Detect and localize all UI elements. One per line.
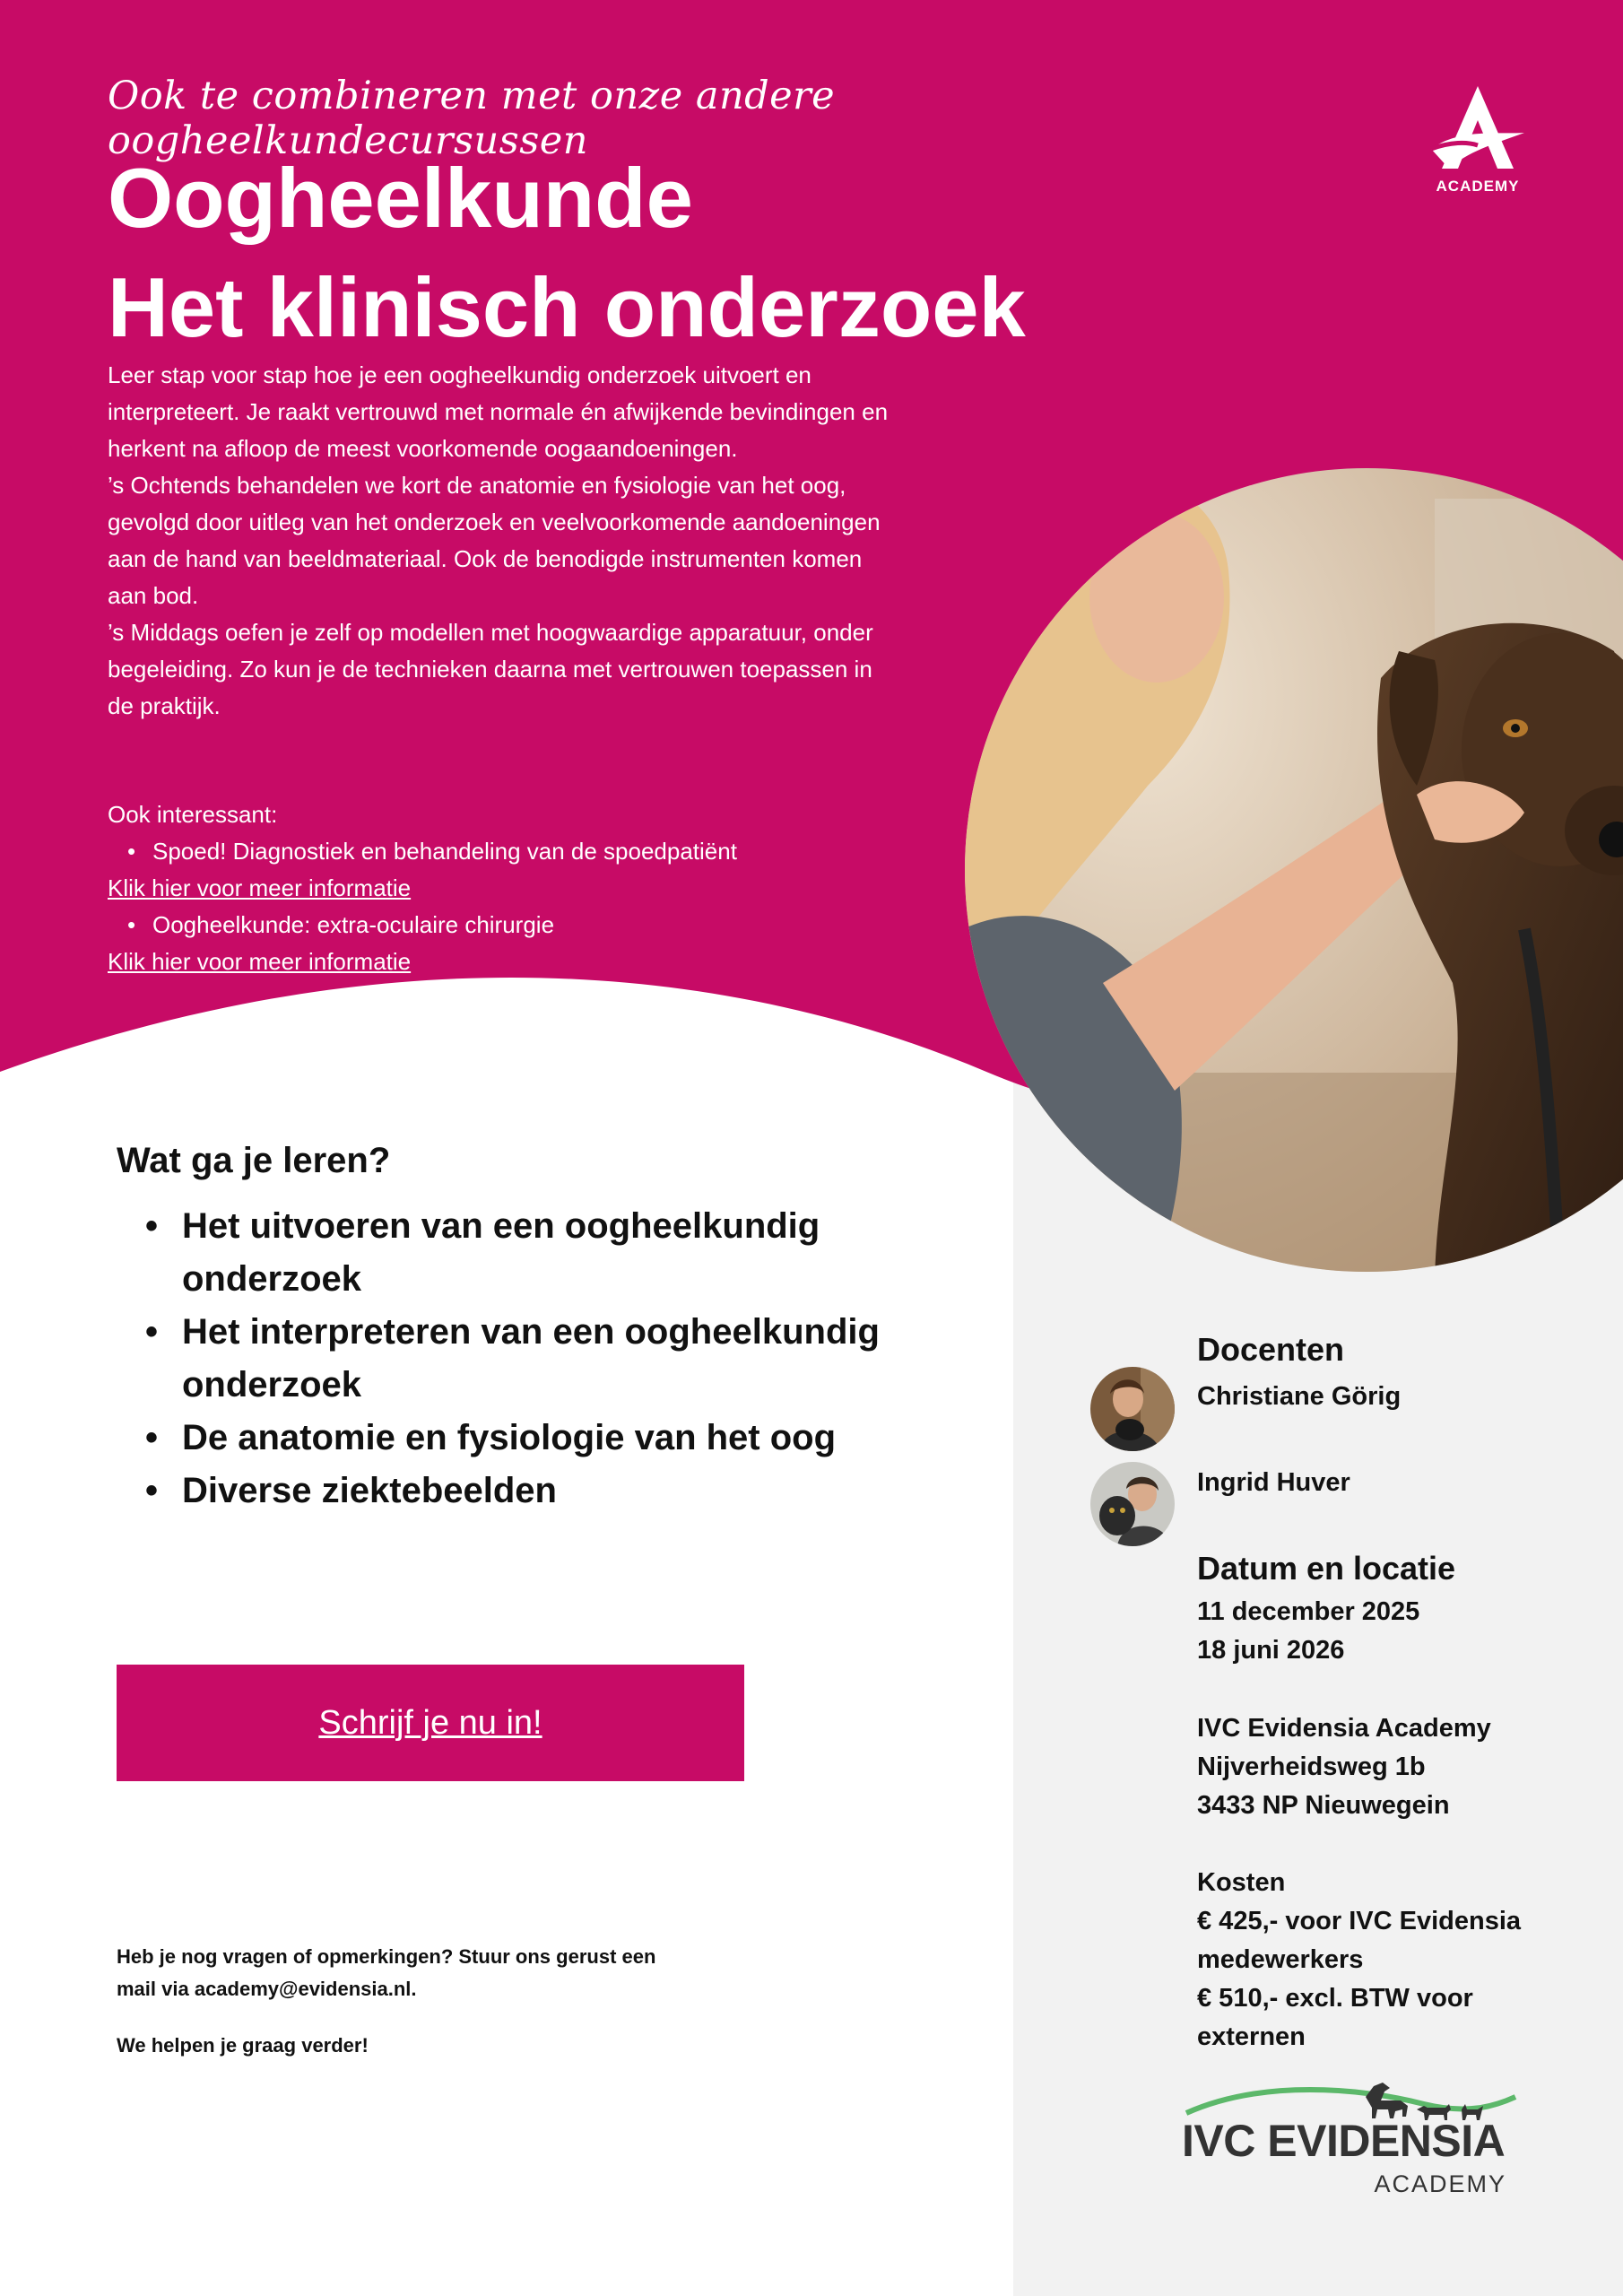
related-course-title: • Oogheelkunde: extra-oculaire chirurgie [108,907,915,944]
tagline: Ook te combineren met onze andere oogheelkundecursussen [108,74,836,163]
learn-item: • Het uitvoeren van een oogheelkundig onderzoek [117,1200,942,1306]
intro-text [108,357,897,725]
date-location-heading: Datum en locatie [1197,1550,1456,1587]
related-courses-label: Ook interessant: [108,801,278,828]
location-address [1197,1709,1491,1825]
learn-item: • Het interpreteren van een oogheelkundig onderzoek [117,1306,942,1412]
teacher-name: Ingrid Huver [1197,1468,1350,1497]
related-course-link[interactable]: Klik hier voor meer informatie [108,874,412,901]
title-line-2: Het klinisch onderzoek [108,260,1026,354]
learn-heading: Wat ga je leren? [117,1141,391,1180]
costs-line: € 425,- voor IVC Evidensia [1197,1907,1522,1935]
course-date: 18 juni 2026 [1197,1636,1345,1665]
costs-heading: Kosten [1197,1868,1286,1897]
location-line: 3433 NP Nieuwegein [1197,1791,1450,1820]
teachers-heading: Docenten [1197,1331,1345,1368]
ivc-academy-label: ACADEMY [1374,2170,1506,2197]
contact-text [117,1941,690,2005]
intro-paragraph: ’s Middags oefen je zelf op modellen met hoogwaardige apparatuur, onder begeleiding. Zo kun je de technieken daarna met vertrouwen toepassen in de praktijk. [108,619,873,719]
learn-item: • De anatomie en fysiologie van het oog [117,1412,942,1465]
contact-question: Heb je nog vragen of opmerkingen? Stuur ons gerust een mail via academy@evidensia.nl. [117,1945,656,2000]
costs [1197,1864,1521,2057]
intro-paragraph: ’s Ochtends behandelen we kort de anatomie en fysiologie van het oog, gevolgd door uitleg van het onderzoek en veelvoorkomende aandoeningen aan de hand van beeldmateriaal. Ook de benodigde instrumenten komen aan bod. [108,472,881,609]
related-courses [108,796,915,980]
teacher-photo-icon [1090,1367,1175,1451]
learn-list [117,1200,942,1518]
title-line-1: Oogheelkunde [108,151,693,245]
course-date: 11 december 2025 [1197,1597,1420,1626]
related-course-link[interactable]: Klik hier voor meer informatie [108,948,412,975]
learn-item: • Diverse ziektebeelden [117,1465,942,1518]
course-dates [1197,1593,1419,1670]
teacher-avatar [1090,1462,1175,1546]
signup-button[interactable]: Schrijf je nu in! [117,1665,744,1781]
academy-logo-label: ACADEMY [1436,178,1520,195]
teacher-photo-icon [1090,1462,1175,1546]
teacher-avatar [1090,1367,1175,1451]
costs-line: externen [1197,2022,1306,2051]
costs-line: medewerkers [1197,1945,1364,1974]
teacher-name: Christiane Görig [1197,1382,1402,1411]
ivc-evidensia-name: IVC EVIDENSIA [1182,2116,1506,2166]
location-line: IVC Evidensia Academy [1197,1714,1491,1743]
costs-line: € 510,- excl. BTW voor [1197,1984,1473,2013]
location-line: Nijverheidsweg 1b [1197,1752,1426,1781]
related-course-title: • Spoed! Diagnostiek en behandeling van de spoedpatiënt [108,833,915,870]
closing-text: We helpen je graag verder! [117,2034,369,2057]
intro-paragraph: Leer stap voor stap hoe je een oogheelkundig onderzoek uitvoert en interpreteert. Je raakt vertrouwd met normale én afwijkende bevindingen en herkent na afloop de meest voorkomende oogaandoeningen. [108,361,889,462]
page-title [108,144,1094,362]
vet-examining-dog-photo [933,445,1623,1288]
